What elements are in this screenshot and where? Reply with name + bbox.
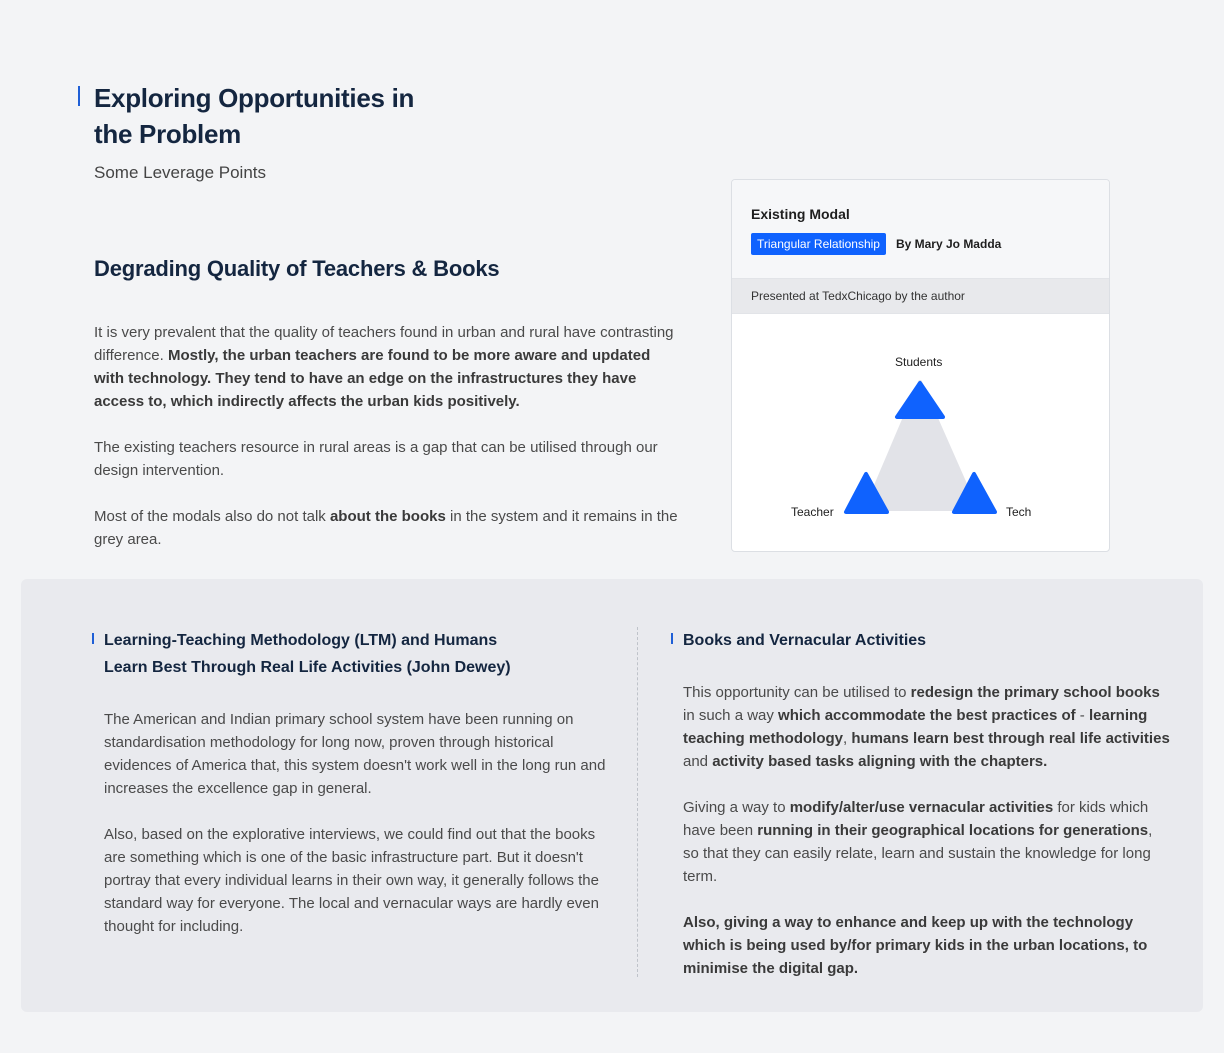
paragraph-emphasis: modify/alter/use vernacular activities: [789, 799, 1054, 816]
ltm-column: [92, 627, 612, 961]
paragraph-text: It is very prevalent that the quality of teachers found in urban and rural have contrasting difference.: [94, 324, 674, 364]
column-divider: [637, 627, 638, 977]
books-paragraph-2: [683, 796, 1171, 888]
paragraph-text: for kids which have been: [683, 799, 1149, 839]
paragraph-emphasis: Mostly, the urban teachers are found to be more aware and updated with technology. They tend to have an edge on the infrastructures they have access to, which indirectly affects the urban kids positively.: [94, 347, 651, 410]
page-title-line1: Exploring Opportunities in: [94, 83, 415, 113]
ltm-heading: [104, 627, 612, 681]
section-paragraph-3: [94, 505, 684, 551]
paragraph-text: in such a way: [683, 707, 779, 724]
column-accent-bar: [671, 633, 673, 644]
relationship-tag: Triangular Relationship: [751, 233, 886, 255]
card-header: [732, 180, 1109, 279]
card-meta: [751, 233, 1090, 255]
paragraph-text: in the system and it remains in the grey area.: [94, 508, 678, 548]
paragraph-emphasis: which accommodate the best practices of: [778, 707, 1076, 724]
paragraph-emphasis: running in their geographical locations for generations: [757, 822, 1149, 839]
paragraph-emphasis: redesign the primary school books: [910, 684, 1160, 701]
students-node-icon: [897, 383, 943, 417]
paragraph-text: and: [683, 753, 713, 770]
ltm-paragraph-1: The American and Indian primary school system have been running on standardisation methodology for long now, proven through historical evidences of America that, this system doesn't work well in the long run and increases the excellence gap in general.: [104, 711, 606, 797]
paragraph-emphasis: activity based tasks aligning with the chapters.: [712, 753, 1048, 770]
books-paragraph-3: [683, 911, 1171, 980]
paragraph-text: , so that they can easily relate, learn and sustain the knowledge for long term.: [683, 822, 1153, 885]
opportunities-panel: [21, 579, 1203, 1012]
ltm-paragraph-2: Also, based on the explorative interviews, we could find out that the books are something which is one of the basic infrastructure part. But it doesn't portray that every individual learns in their own way, it generally follows the standard way for everyone. The local and vernacular ways are hardly even thought for including.: [104, 826, 599, 935]
paragraph-emphasis: learning teaching methodology: [683, 707, 1148, 747]
paragraph-text: ,: [843, 730, 852, 747]
triangle-diagram-svg: [732, 314, 1110, 552]
title-accent-bar: [78, 86, 80, 106]
page-subtitle: Some Leverage Points: [94, 163, 266, 182]
paragraph-emphasis: about the books: [329, 508, 446, 525]
tech-label: Tech: [1006, 505, 1032, 519]
ltm-body: [104, 708, 612, 938]
ltm-heading-line1: Learning-Teaching Methodology (LTM) and Humans: [104, 632, 498, 649]
author-byline: By Mary Jo Madda: [895, 237, 1002, 251]
paragraph-emphasis: humans learn best through real life activities: [851, 730, 1170, 747]
paragraph-text: Giving a way to: [683, 799, 790, 816]
page-header: [78, 80, 438, 152]
teacher-label: Teacher: [791, 505, 834, 519]
page-title-line2: the Problem: [94, 119, 241, 149]
card-title: Existing Modal: [751, 206, 850, 222]
triangle-diagram: [732, 314, 1110, 552]
books-column: [671, 627, 1171, 1003]
page-title: [94, 80, 438, 152]
section-heading: Degrading Quality of Teachers & Books: [94, 256, 500, 281]
paragraph-emphasis: Also, giving a way to enhance and keep up with the technology which is being used by/for primary kids in the urban locations, to minimise the digital gap.: [683, 914, 1148, 977]
card-note: Presented at TedxChicago by the author: [732, 279, 1109, 314]
column-accent-bar: [92, 633, 94, 644]
books-heading: Books and Vernacular Activities: [683, 632, 927, 649]
section-paragraph-1: [94, 321, 684, 413]
section-body: [94, 321, 684, 574]
section-paragraph-2: The existing teachers resource in rural areas is a gap that can be utilised through our design intervention.: [94, 439, 658, 479]
books-paragraph-1: [683, 681, 1171, 773]
existing-modal-card: [731, 179, 1110, 552]
paragraph-text: -: [1075, 707, 1089, 724]
ltm-heading-line2: Learn Best Through Real Life Activities (John Dewey): [104, 659, 511, 676]
paragraph-text: Most of the modals also do not talk: [94, 508, 330, 525]
students-label: Students: [895, 355, 943, 369]
paragraph-text: This opportunity can be utilised to: [683, 684, 911, 701]
books-body: [683, 681, 1171, 980]
